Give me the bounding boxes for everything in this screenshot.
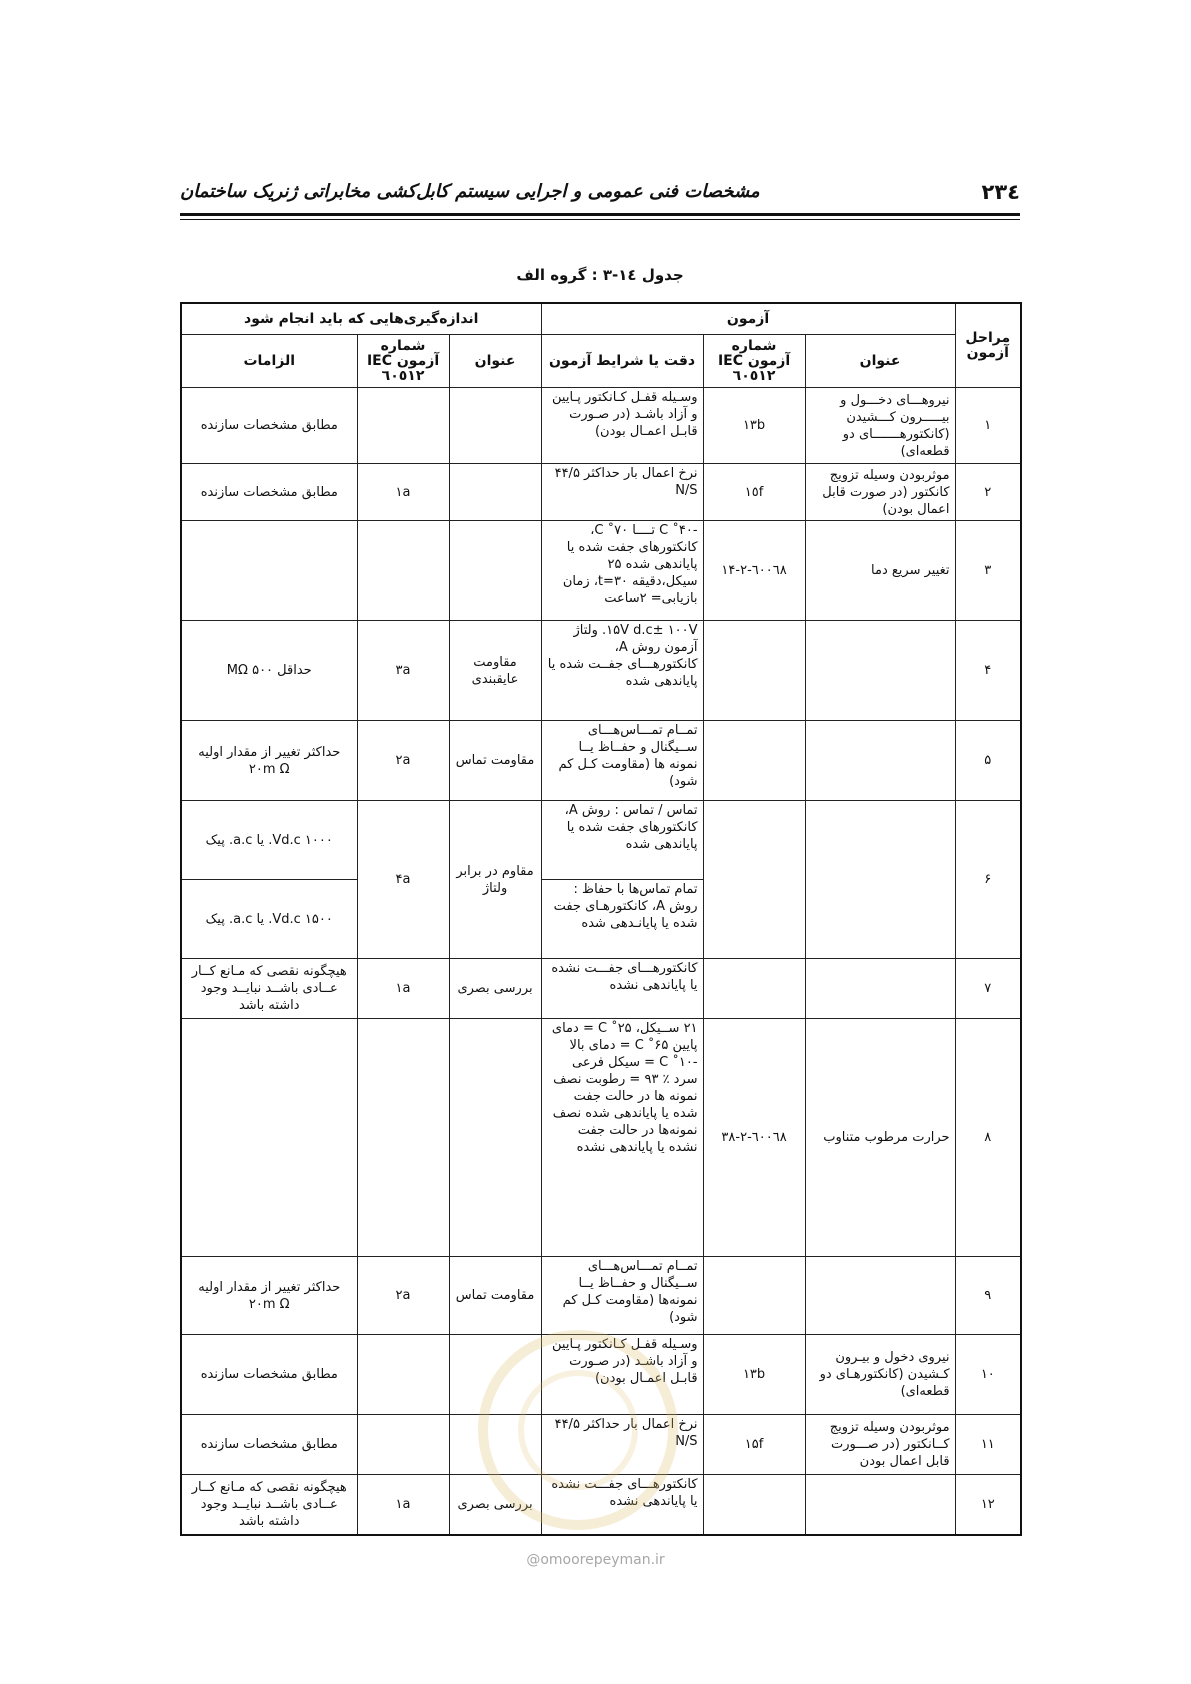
meas-iec-cell bbox=[357, 388, 449, 464]
test-iec-cell: ٦٠٠٦٨-٢-١۴ bbox=[703, 521, 805, 621]
header-stages: مراحل آزمون bbox=[955, 303, 1021, 388]
meas-title-cell: مقاومت عایقبندی bbox=[449, 621, 541, 721]
table-row bbox=[181, 721, 1021, 801]
stage-cell: ۴ bbox=[955, 621, 1021, 721]
meas-title-cell: بررسی بصری bbox=[449, 959, 541, 1019]
site-watermark: @omoorepeyman.ir bbox=[526, 1552, 665, 1568]
meas-iec-cell: ١a bbox=[357, 1475, 449, 1535]
stage-cell: ٣ bbox=[955, 521, 1021, 621]
meas-iec-cell: ٢a bbox=[357, 721, 449, 801]
conditions-cell: ٢١ ســیکل، ٢۵˚ C = دمای پایین ۶۵˚ C = دمای بالا -١٠˚ C = سیکل فرعی سرد ٪ ٩٣ = رطوبت نصف نمونه ها در حالت جفت شده یا پایاندهی شده نصف نمونه‌ها در حالت جفت نشده یا پایاندهی نشده bbox=[541, 1019, 703, 1257]
conditions-cell: وسـیله قفـل کـانکتور پـایین و آزاد باشـد (در صـورت قابـل اعمـال بودن) bbox=[541, 1335, 703, 1415]
meas-title-cell bbox=[449, 388, 541, 464]
conditions-cell: تمــام تمـــاس‌هـــای ســیگنال و حفــاظ یــا نمونه ها (مقاومت کـل کم شود) bbox=[541, 721, 703, 801]
test-title-cell: موثربودن وسیله تزویج کــانکتور (در صـــورت قابل اعمال بودن bbox=[805, 1415, 955, 1475]
table-row bbox=[181, 1475, 1021, 1535]
test-iec-cell bbox=[703, 621, 805, 721]
conditions-cell: نرخ اعمال بار حداکثر ۴۴/۵ N/S bbox=[541, 1415, 703, 1475]
conditions-cell: کانکتورهـــای جفـــت نشده یا پایاندهی نشده bbox=[541, 1475, 703, 1535]
meas-iec-cell: ٣a bbox=[357, 621, 449, 721]
meas-title-cell bbox=[449, 1335, 541, 1415]
conditions-cell: تمام تماس‌ها با حفاظ : روش A، کانکتورهـای جفت شده یا پایانـدهی شده bbox=[541, 880, 703, 959]
test-iec-cell: ٦٠٠٦٨-٢-٣٨ bbox=[703, 1019, 805, 1257]
table-row bbox=[181, 621, 1021, 721]
header-meas-iec: شماره آزمون IEC ٦٠٥١٢ bbox=[357, 335, 449, 388]
table-row bbox=[181, 521, 1021, 621]
test-title-cell bbox=[805, 621, 955, 721]
test-iec-cell: ١٥f bbox=[703, 464, 805, 521]
requirement-cell bbox=[181, 521, 357, 621]
header-measurements: اندازه‌گیری‌هایی که باید انجام شود bbox=[181, 303, 541, 335]
header-meas-title: عنوان bbox=[449, 335, 541, 388]
test-title-cell bbox=[805, 959, 955, 1019]
header-rule-thick bbox=[180, 213, 1020, 216]
table-row bbox=[181, 801, 1021, 880]
table-row bbox=[181, 1257, 1021, 1335]
meas-title-cell bbox=[449, 1019, 541, 1257]
spec-table bbox=[180, 302, 1022, 1536]
stage-cell: ٧ bbox=[955, 959, 1021, 1019]
meas-title-cell bbox=[449, 464, 541, 521]
test-title-cell bbox=[805, 1257, 955, 1335]
meas-iec-cell bbox=[357, 1415, 449, 1475]
header-test-title: عنوان bbox=[805, 335, 955, 388]
stage-cell: ١ bbox=[955, 388, 1021, 464]
meas-iec-cell: ١a bbox=[357, 464, 449, 521]
conditions-cell: -۴٠˚ C تــــا ٧٠˚ C، کانکتورهای جفت شده یا پایاندهی شده ٢۵ سیکل،دقیقه ٣٠=t، زمان بازیابی= ٢ساعت bbox=[541, 521, 703, 621]
test-iec-cell: ١٣b bbox=[703, 1335, 805, 1415]
requirement-cell: هیچگونه نقصی که مـانع کــار عــادی باشــد نبایــد وجود داشته باشد bbox=[181, 959, 357, 1019]
stage-cell: ٩ bbox=[955, 1257, 1021, 1335]
requirement-cell: حداقل ۵٠٠ MΩ bbox=[181, 621, 357, 721]
requirement-cell: ١۵٠٠ Vd.c. یا a.c. پیک bbox=[181, 880, 357, 959]
table-row bbox=[181, 959, 1021, 1019]
table-row bbox=[181, 1415, 1021, 1475]
requirement-cell: مطابق مشخصات سازنده bbox=[181, 1415, 357, 1475]
header-test-iec: شماره آزمون IEC ٦٠٥١٢ bbox=[703, 335, 805, 388]
requirement-cell: حداکثر تغییر از مقدار اولیه ٢٠m Ω bbox=[181, 1257, 357, 1335]
meas-title-cell bbox=[449, 1415, 541, 1475]
header-requirements: الزامات bbox=[181, 335, 357, 388]
meas-title-cell: مقاومت تماس bbox=[449, 721, 541, 801]
spec-table-wrapper bbox=[180, 302, 1020, 1536]
meas-title-cell: بررسی بصری bbox=[449, 1475, 541, 1535]
test-iec-cell bbox=[703, 801, 805, 959]
requirement-cell: مطابق مشخصات سازنده bbox=[181, 388, 357, 464]
conditions-cell: کانکتورهـــای جفـــت نشده یا پایاندهی نشده bbox=[541, 959, 703, 1019]
test-iec-cell: ١۵f bbox=[703, 1415, 805, 1475]
stage-cell: ۶ bbox=[955, 801, 1021, 959]
test-title-cell: موثربودن وسیله تزویج کانکتور (در صورت قابل اعمال بودن) bbox=[805, 464, 955, 521]
test-title-cell: حرارت مرطوب متناوب bbox=[805, 1019, 955, 1257]
stage-cell: ٨ bbox=[955, 1019, 1021, 1257]
stage-cell: ٢ bbox=[955, 464, 1021, 521]
conditions-cell: وسـیله قفـل کـانکتور پـایین و آزاد باشـد (در صـورت قابـل اعمـال بودن) bbox=[541, 388, 703, 464]
table-caption: جدول ١٤-٣ : گروه الف bbox=[516, 266, 684, 284]
meas-title-cell bbox=[449, 521, 541, 621]
stage-cell: ١١ bbox=[955, 1415, 1021, 1475]
header-rule-thin bbox=[180, 219, 1020, 220]
meas-title-cell: مقاومت تماس bbox=[449, 1257, 541, 1335]
meas-iec-cell: ٢a bbox=[357, 1257, 449, 1335]
test-iec-cell bbox=[703, 721, 805, 801]
conditions-cell: نرخ اعمال بار حداکثر ۴۴/۵ N/S bbox=[541, 464, 703, 521]
requirement-cell: مطابق مشخصات سازنده bbox=[181, 464, 357, 521]
meas-title-cell: مقاوم در برابر ولتاژ bbox=[449, 801, 541, 959]
test-title-cell bbox=[805, 721, 955, 801]
test-title-cell bbox=[805, 1475, 955, 1535]
table-row bbox=[181, 388, 1021, 464]
conditions-cell: تمــام تمـــاس‌هـــای ســیگنال و حفــاظ یــا نمونه‌ها (مقاومت کـل کم شود) bbox=[541, 1257, 703, 1335]
running-title: مشخصات فنی عمومی و اجرایی سیستم کابل‌کشی مخابراتی ژنریک ساختمان bbox=[180, 181, 760, 202]
test-title-cell: نیروی دخول و بیـرون کـشیدن (کانکتورهـای دو قطعه‌ای) bbox=[805, 1335, 955, 1415]
test-iec-cell bbox=[703, 1475, 805, 1535]
page-header bbox=[180, 176, 1020, 206]
stage-cell: ۵ bbox=[955, 721, 1021, 801]
requirement-cell: مطابق مشخصات سازنده bbox=[181, 1335, 357, 1415]
meas-iec-cell: ١a bbox=[357, 959, 449, 1019]
requirement-cell bbox=[181, 1019, 357, 1257]
meas-iec-cell: ۴a bbox=[357, 801, 449, 959]
table-sub-header-row bbox=[181, 335, 1021, 388]
table-row bbox=[181, 464, 1021, 521]
table-row bbox=[181, 1335, 1021, 1415]
requirement-cell: ١٠٠٠ Vd.c. یا a.c. پیک bbox=[181, 801, 357, 880]
stage-cell: ١٢ bbox=[955, 1475, 1021, 1535]
table-row bbox=[181, 1019, 1021, 1257]
test-title-cell bbox=[805, 801, 955, 959]
conditions-cell: ١٠٠V ±١۵V d.c. ولتاژ آزمون روش A، کانکتورهـــای جفــت شده یا پایاندهی شده bbox=[541, 621, 703, 721]
test-title-cell: نیروهـــای دخـــول و بیـــــرون کـــشیدن (کانکتورهـــــــای دو قطعه‌ای) bbox=[805, 388, 955, 464]
table-group-header-row bbox=[181, 303, 1021, 335]
stage-cell: ١٠ bbox=[955, 1335, 1021, 1415]
test-iec-cell: ١٣b bbox=[703, 388, 805, 464]
test-iec-cell bbox=[703, 959, 805, 1019]
requirement-cell: هیچگونه نقصی که مـانع کــار عــادی باشــد نبایــد وجود داشته باشد bbox=[181, 1475, 357, 1535]
conditions-cell: تماس / تماس : روش A، کانکتورهای جفت شده یا پایاندهی شده bbox=[541, 801, 703, 880]
meas-iec-cell bbox=[357, 1335, 449, 1415]
meas-iec-cell bbox=[357, 521, 449, 621]
test-iec-cell bbox=[703, 1257, 805, 1335]
page-number: ۲۳٤ bbox=[981, 180, 1020, 204]
header-test-conditions: دقت یا شرایط آزمون bbox=[541, 335, 703, 388]
test-title-cell: تغییر سریع دما bbox=[805, 521, 955, 621]
requirement-cell: حداکثر تغییر از مقدار اولیه ٢٠m Ω bbox=[181, 721, 357, 801]
header-test: آزمون bbox=[541, 303, 955, 335]
meas-iec-cell bbox=[357, 1019, 449, 1257]
